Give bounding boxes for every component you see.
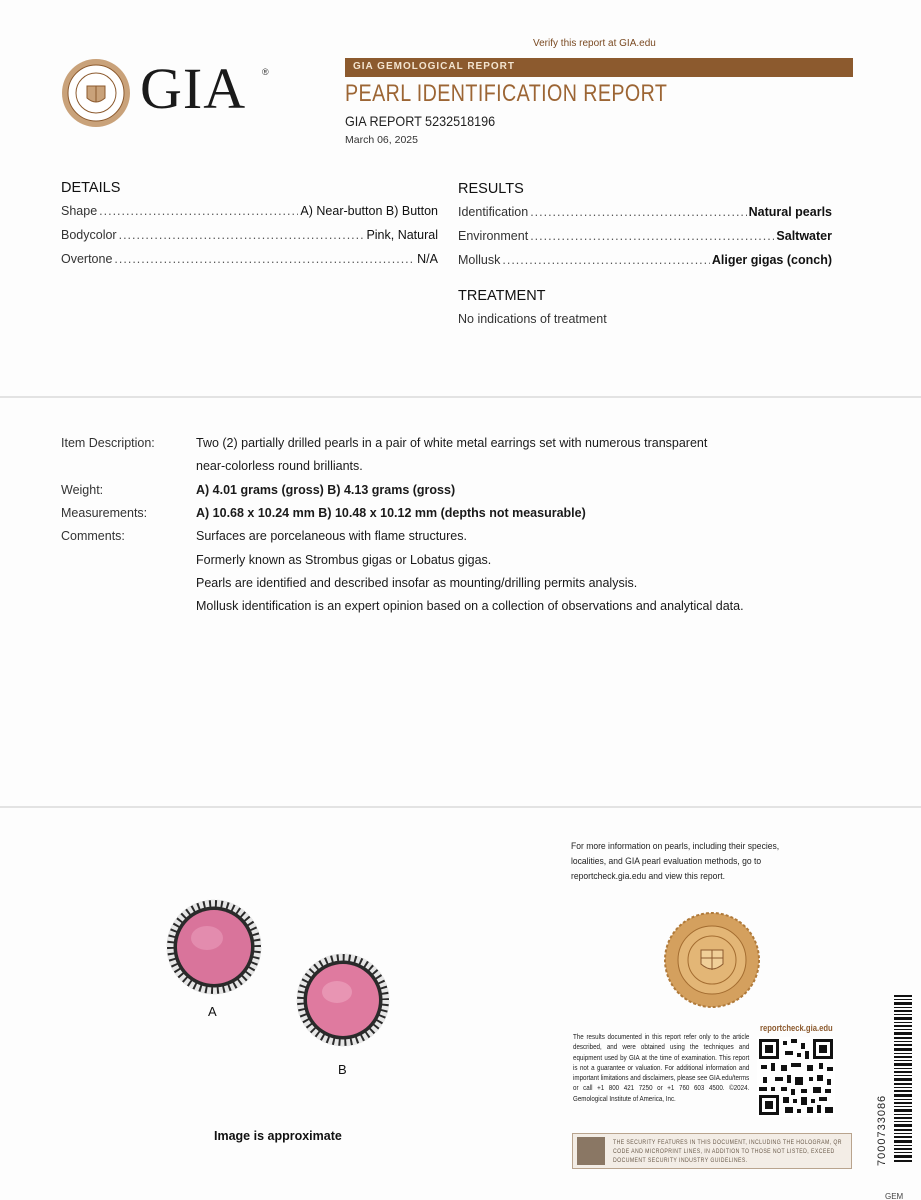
result-row-identification	[458, 205, 832, 223]
detail-value: A) Near-button B) Button	[300, 204, 438, 218]
report-number: GIA REPORT 5232518196	[345, 113, 496, 129]
fold-line	[0, 806, 921, 808]
detail-label: Overtone	[61, 252, 113, 266]
treatment-text: No indications of treatment	[458, 312, 607, 326]
result-row-environment	[458, 229, 832, 247]
security-notice	[572, 1133, 852, 1169]
detail-row-overtone	[61, 252, 438, 270]
comment-line: Formerly known as Strombus gigas or Lobatus gigas.	[196, 553, 492, 567]
details-heading: DETAILS	[61, 180, 121, 196]
barcode-number: 7000733086	[876, 1094, 888, 1166]
result-label: Environment	[458, 229, 529, 243]
result-label: Mollusk	[458, 253, 501, 267]
comments-label: Comments:	[61, 529, 125, 543]
detail-value: Pink, Natural	[366, 228, 438, 242]
image-approximate-note: Image is approximate	[214, 1129, 342, 1143]
comment-line: Surfaces are porcelaneous with flame structures.	[196, 529, 467, 543]
result-value: Natural pearls	[748, 205, 832, 219]
gia-wordmark: GIA	[140, 56, 247, 121]
report-date: March 06, 2025	[345, 134, 418, 146]
earring-b-label: B	[338, 1062, 347, 1077]
security-text: THE SECURITY FEATURES IN THIS DOCUMENT, INCLUDING THE HOLOGRAM, QR CODE AND MICROPRINT LINES, IN ADDITION TO THOSE NOT LISTED, EXCEED DOCUMENT SECURITY INDUSTRY GUIDELINES.	[613, 1139, 842, 1164]
report-band: GIA GEMOLOGICAL REPORT	[345, 58, 853, 77]
detail-label: Shape	[61, 204, 98, 218]
result-label: Identification	[458, 205, 529, 219]
details-table	[61, 204, 438, 276]
detail-label: Bodycolor	[61, 228, 117, 242]
gem-code: GEM	[885, 1192, 904, 1200]
report-title: PEARL IDENTIFICATION REPORT	[345, 80, 668, 107]
verify-link[interactable]: Verify this report at GIA.edu	[533, 38, 656, 49]
detail-row-bodycolor	[61, 228, 438, 246]
result-value: Saltwater	[776, 229, 832, 243]
registered-mark: ®	[262, 67, 269, 77]
lock-icon	[577, 1137, 605, 1165]
earring-a-label: A	[208, 1004, 217, 1019]
gia-seal-logo	[61, 58, 131, 128]
disclaimer-text: The results documented in this report refer only to the article described, and were obtained using the techniques and equipment used by GIA at the time of examination. This report is not a guarantee or valuation. For additional information and important limitations and disclaimers, please see GIA.edu/terms or call +1 800 421 7250 or +1 760 603 4500. ©2024. Gemological Institute of America, Inc.	[573, 1032, 750, 1103]
item-description-label: Item Description:	[61, 436, 155, 450]
barcode	[894, 995, 912, 1165]
qr-code[interactable]	[757, 1037, 835, 1117]
item-description-line: Two (2) partially drilled pearls in a pair of white metal earrings set with numerous transparent	[196, 436, 708, 450]
result-row-mollusk	[458, 253, 832, 271]
reportcheck-link[interactable]: reportcheck.gia.edu	[760, 1023, 833, 1033]
result-value: Aliger gigas (conch)	[711, 253, 832, 267]
fold-line	[0, 396, 921, 398]
detail-row-shape	[61, 204, 438, 222]
more-info-text: For more information on pearls, including their species, localities, and GIA pearl evaluation methods, go to reportcheck.gia.edu and view this report.	[571, 841, 780, 882]
measurements-label: Measurements:	[61, 506, 148, 520]
gia-seal-icon	[664, 912, 760, 1008]
earring-a-image	[165, 898, 263, 996]
weight-label: Weight:	[61, 483, 104, 497]
earring-b-image	[295, 952, 391, 1048]
item-description-line: near-colorless round brilliants.	[196, 459, 363, 473]
results-heading: RESULTS	[458, 181, 524, 197]
weight-value: A) 4.01 grams (gross) B) 4.13 grams (gross)	[196, 483, 456, 497]
treatment-heading: TREATMENT	[458, 288, 546, 304]
results-table	[458, 205, 832, 277]
comment-line: Pearls are identified and described insofar as mounting/drilling permits analysis.	[196, 576, 638, 590]
detail-value: N/A	[417, 252, 438, 266]
measurements-value: A) 10.68 x 10.24 mm B) 10.48 x 10.12 mm (depths not measurable)	[196, 506, 586, 520]
comment-line: Mollusk identification is an expert opinion based on a collection of observations and analytical data.	[196, 599, 744, 613]
